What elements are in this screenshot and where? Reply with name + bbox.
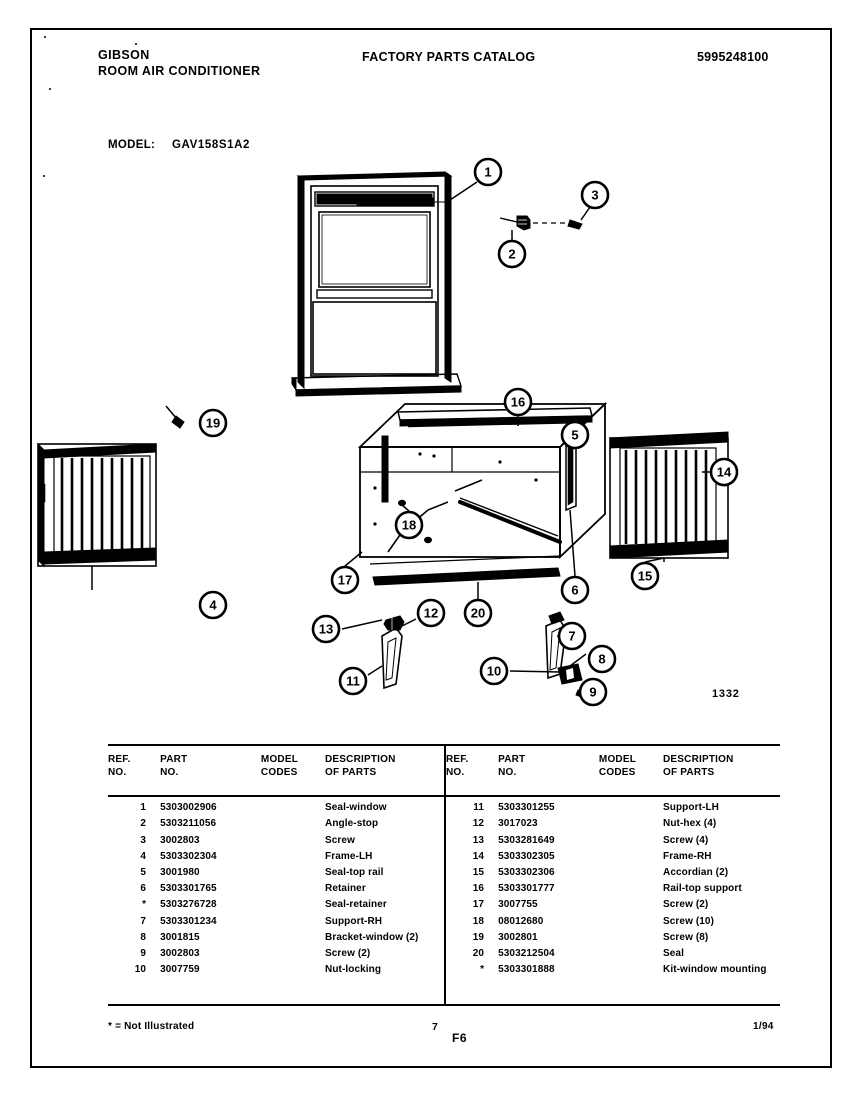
part-number: 3007755 xyxy=(498,899,538,911)
model-code xyxy=(599,881,663,897)
catalog-title: FACTORY PARTS CATALOG xyxy=(362,50,536,64)
part-ref-number: 10 xyxy=(134,964,147,976)
scan-speck xyxy=(49,88,51,90)
scan-speck xyxy=(135,43,137,45)
callout-15 xyxy=(632,563,658,589)
part-number: 3002803 xyxy=(160,834,200,846)
callout-number: 2 xyxy=(508,246,516,262)
part-description: Seal-retainer xyxy=(325,899,387,911)
callout-number: 12 xyxy=(423,605,439,621)
model-code xyxy=(599,849,663,865)
form-number: F6 xyxy=(452,1031,468,1045)
callout-10 xyxy=(481,658,507,684)
callout-number: 8 xyxy=(598,651,606,667)
table-row xyxy=(446,946,776,962)
callout-8 xyxy=(589,646,615,672)
callout-19 xyxy=(200,410,226,436)
table-row xyxy=(108,962,438,978)
brand-name: GIBSON xyxy=(98,48,150,62)
table-row xyxy=(446,962,776,978)
model-code xyxy=(261,800,325,816)
callout-number: 9 xyxy=(589,684,597,700)
table-row xyxy=(446,881,776,897)
part-description: Screw (4) xyxy=(663,834,709,846)
part-ref-number: 1 xyxy=(140,802,147,814)
exploded-parts-diagram xyxy=(30,150,832,720)
part-description: Frame-RH xyxy=(663,850,712,862)
scan-speck xyxy=(44,36,46,38)
page-number: 7 xyxy=(432,1021,438,1033)
model-code xyxy=(261,816,325,832)
model-code xyxy=(261,849,325,865)
callout-20 xyxy=(465,600,491,626)
catalog-number: 5995248100 xyxy=(697,50,769,64)
parts-table-left xyxy=(108,754,438,978)
part-ref-number: 20 xyxy=(472,948,485,960)
part-description: Kit-window mounting xyxy=(663,964,767,976)
model-code xyxy=(599,962,663,978)
part-number: 5303002906 xyxy=(160,802,217,814)
part-ref-number: 19 xyxy=(472,931,485,943)
callout-number: 18 xyxy=(401,517,417,533)
part-ref-number: 9 xyxy=(140,948,147,960)
part-description: Screw xyxy=(325,834,355,846)
window-assembly-drawing xyxy=(292,172,477,396)
table-row xyxy=(108,881,438,897)
part-description: Retainer xyxy=(325,883,366,895)
callout-number: 15 xyxy=(637,568,653,584)
part-ref-number: 13 xyxy=(472,834,485,846)
part-ref-number: 4 xyxy=(140,850,147,862)
column-header-model-codes: MODEL CODES xyxy=(598,754,637,778)
table-row xyxy=(446,914,776,930)
part-ref-number: 12 xyxy=(472,818,485,830)
footnote-not-illustrated: * = Not Illustrated xyxy=(108,1021,195,1032)
parts-table-left-container xyxy=(108,744,444,1006)
model-code xyxy=(599,914,663,930)
part-ref-number: 18 xyxy=(472,915,485,927)
callout-number: 16 xyxy=(510,394,526,410)
part-ref-number: 16 xyxy=(472,883,485,895)
part-number: 3017023 xyxy=(498,818,538,830)
callout-17 xyxy=(332,567,358,593)
column-header-ref: REF. NO. xyxy=(108,754,131,778)
part-description: Seal-window xyxy=(325,802,387,814)
table-row xyxy=(446,816,776,832)
part-number: 3002801 xyxy=(498,931,538,943)
revision-date: 1/94 xyxy=(753,1021,774,1032)
table-spacer-row xyxy=(446,784,776,800)
part-description: Frame-LH xyxy=(325,850,373,862)
callout-number: 19 xyxy=(205,415,221,431)
callout-9 xyxy=(580,679,606,705)
table-row xyxy=(108,914,438,930)
part-number: 5303302306 xyxy=(498,867,555,878)
callout-7 xyxy=(559,623,585,649)
callout-11 xyxy=(340,668,366,694)
part-ref-number: * xyxy=(480,964,485,976)
table-spacer-row xyxy=(108,784,438,800)
callout-14 xyxy=(711,459,737,485)
column-header-ref: REF. NO. xyxy=(446,754,469,778)
part-number: 5303301234 xyxy=(160,915,217,927)
part-number: 5303276728 xyxy=(160,899,217,911)
callout-number: 20 xyxy=(470,605,486,621)
model-code xyxy=(599,816,663,832)
part-description: Screw (8) xyxy=(663,931,709,943)
part-description: Screw (10) xyxy=(663,915,715,927)
model-code xyxy=(261,914,325,930)
part-number: 5303302304 xyxy=(160,850,217,862)
part-ref-number: 11 xyxy=(473,802,485,814)
part-number: 5303212504 xyxy=(498,948,555,960)
part-description: Support-RH xyxy=(325,915,383,927)
table-row xyxy=(108,930,438,946)
callout-12 xyxy=(418,600,444,626)
part-description: Angle-stop xyxy=(325,818,379,830)
part-description: Seal xyxy=(663,948,684,960)
part-number: 5303301765 xyxy=(160,883,217,895)
part-description: Rail-top support xyxy=(663,883,742,895)
model-code xyxy=(261,897,325,913)
part-ref-number: 14 xyxy=(472,850,485,862)
model-code xyxy=(261,865,325,881)
callout-number: 4 xyxy=(209,597,217,613)
accordion-panel-right-drawing xyxy=(610,432,728,562)
part-number: 5303302305 xyxy=(498,850,555,862)
part-number: 08012680 xyxy=(498,915,544,927)
cabinet-chassis-drawing xyxy=(30,150,605,585)
callout-number: 11 xyxy=(346,673,360,689)
part-description: Seal-top rail xyxy=(325,867,384,878)
callout-number: 5 xyxy=(571,427,579,443)
model-code xyxy=(261,946,325,962)
model-code xyxy=(261,962,325,978)
callout-number: 10 xyxy=(486,663,502,679)
model-code xyxy=(599,946,663,962)
part-ref-number: 5 xyxy=(140,867,147,878)
callout-number: 17 xyxy=(337,572,353,588)
accordion-panel-left-drawing xyxy=(38,406,184,590)
part-description: Bracket-window (2) xyxy=(325,931,419,943)
callout-18 xyxy=(396,512,422,538)
support-bracket-drawings xyxy=(342,612,586,698)
table-row xyxy=(446,800,776,816)
callout-number: 3 xyxy=(591,187,599,203)
model-code xyxy=(599,865,663,881)
callout-number: 14 xyxy=(716,464,732,480)
table-row xyxy=(446,897,776,913)
part-number: 3007759 xyxy=(160,964,200,976)
model-code xyxy=(599,833,663,849)
callout-number: 7 xyxy=(568,628,576,644)
column-header-part: PART NO. xyxy=(498,754,526,778)
model-code xyxy=(261,881,325,897)
part-ref-number: 8 xyxy=(140,931,147,943)
callout-3 xyxy=(582,182,608,208)
callout-1 xyxy=(475,159,501,185)
part-description: Accordian (2) xyxy=(663,867,729,878)
column-header-description: DESCRIPTION OF PARTS xyxy=(663,754,734,778)
drawing-number: 1332 xyxy=(712,688,740,700)
angle-stop-drawing xyxy=(500,207,590,242)
part-ref-number: 3 xyxy=(140,834,147,846)
parts-list xyxy=(108,744,780,1006)
table-row xyxy=(108,897,438,913)
model-code xyxy=(599,800,663,816)
callout-5 xyxy=(562,422,588,448)
part-description: Nut-locking xyxy=(325,964,382,976)
callout-16 xyxy=(505,389,531,415)
part-description: Nut-hex (4) xyxy=(663,818,717,830)
table-row xyxy=(108,833,438,849)
table-row xyxy=(108,865,438,881)
callout-6 xyxy=(562,577,588,603)
part-number: 5303281649 xyxy=(498,834,555,846)
column-header-description: DESCRIPTION OF PARTS xyxy=(325,754,396,778)
callout-number: 6 xyxy=(571,582,579,598)
column-header-part: PART NO. xyxy=(160,754,188,778)
table-row xyxy=(108,849,438,865)
callout-13 xyxy=(313,616,339,642)
part-number: 3001980 xyxy=(160,867,200,878)
callout-number: 13 xyxy=(318,621,334,637)
part-ref-number: 7 xyxy=(140,915,147,927)
table-row xyxy=(446,849,776,865)
model-label: MODEL: xyxy=(108,139,156,151)
part-ref-number: 6 xyxy=(140,883,147,895)
part-ref-number: * xyxy=(142,899,147,911)
part-ref-number: 2 xyxy=(140,818,147,830)
part-ref-number: 15 xyxy=(472,867,485,878)
part-number: 5303301777 xyxy=(498,883,555,895)
parts-table-right xyxy=(446,754,776,978)
part-ref-number: 17 xyxy=(472,899,485,911)
table-row xyxy=(108,946,438,962)
part-description: Support-LH xyxy=(663,802,719,814)
model-code xyxy=(599,930,663,946)
model-code xyxy=(599,897,663,913)
part-description: Screw (2) xyxy=(325,948,371,960)
callout-number: 1 xyxy=(484,164,492,180)
model-code xyxy=(261,833,325,849)
part-number: 5303301888 xyxy=(498,964,555,976)
part-number: 5303211056 xyxy=(160,818,217,830)
part-number: 3002803 xyxy=(160,948,200,960)
callout-4 xyxy=(200,592,226,618)
part-number: 5303301255 xyxy=(498,802,555,814)
column-header-model-codes: MODEL CODES xyxy=(260,754,299,778)
brand-heading xyxy=(98,47,260,79)
table-row xyxy=(446,865,776,881)
callout-layer xyxy=(200,159,737,705)
model-code xyxy=(261,930,325,946)
callout-2 xyxy=(499,241,525,267)
part-number: 3001815 xyxy=(160,931,200,943)
table-row xyxy=(108,800,438,816)
parts-table-right-container xyxy=(446,744,782,1006)
model-value: GAV158S1A2 xyxy=(172,139,251,151)
brand-category: ROOM AIR CONDITIONER xyxy=(98,64,261,78)
table-row xyxy=(446,930,776,946)
part-description: Screw (2) xyxy=(663,899,709,911)
table-row xyxy=(446,833,776,849)
table-row xyxy=(108,816,438,832)
